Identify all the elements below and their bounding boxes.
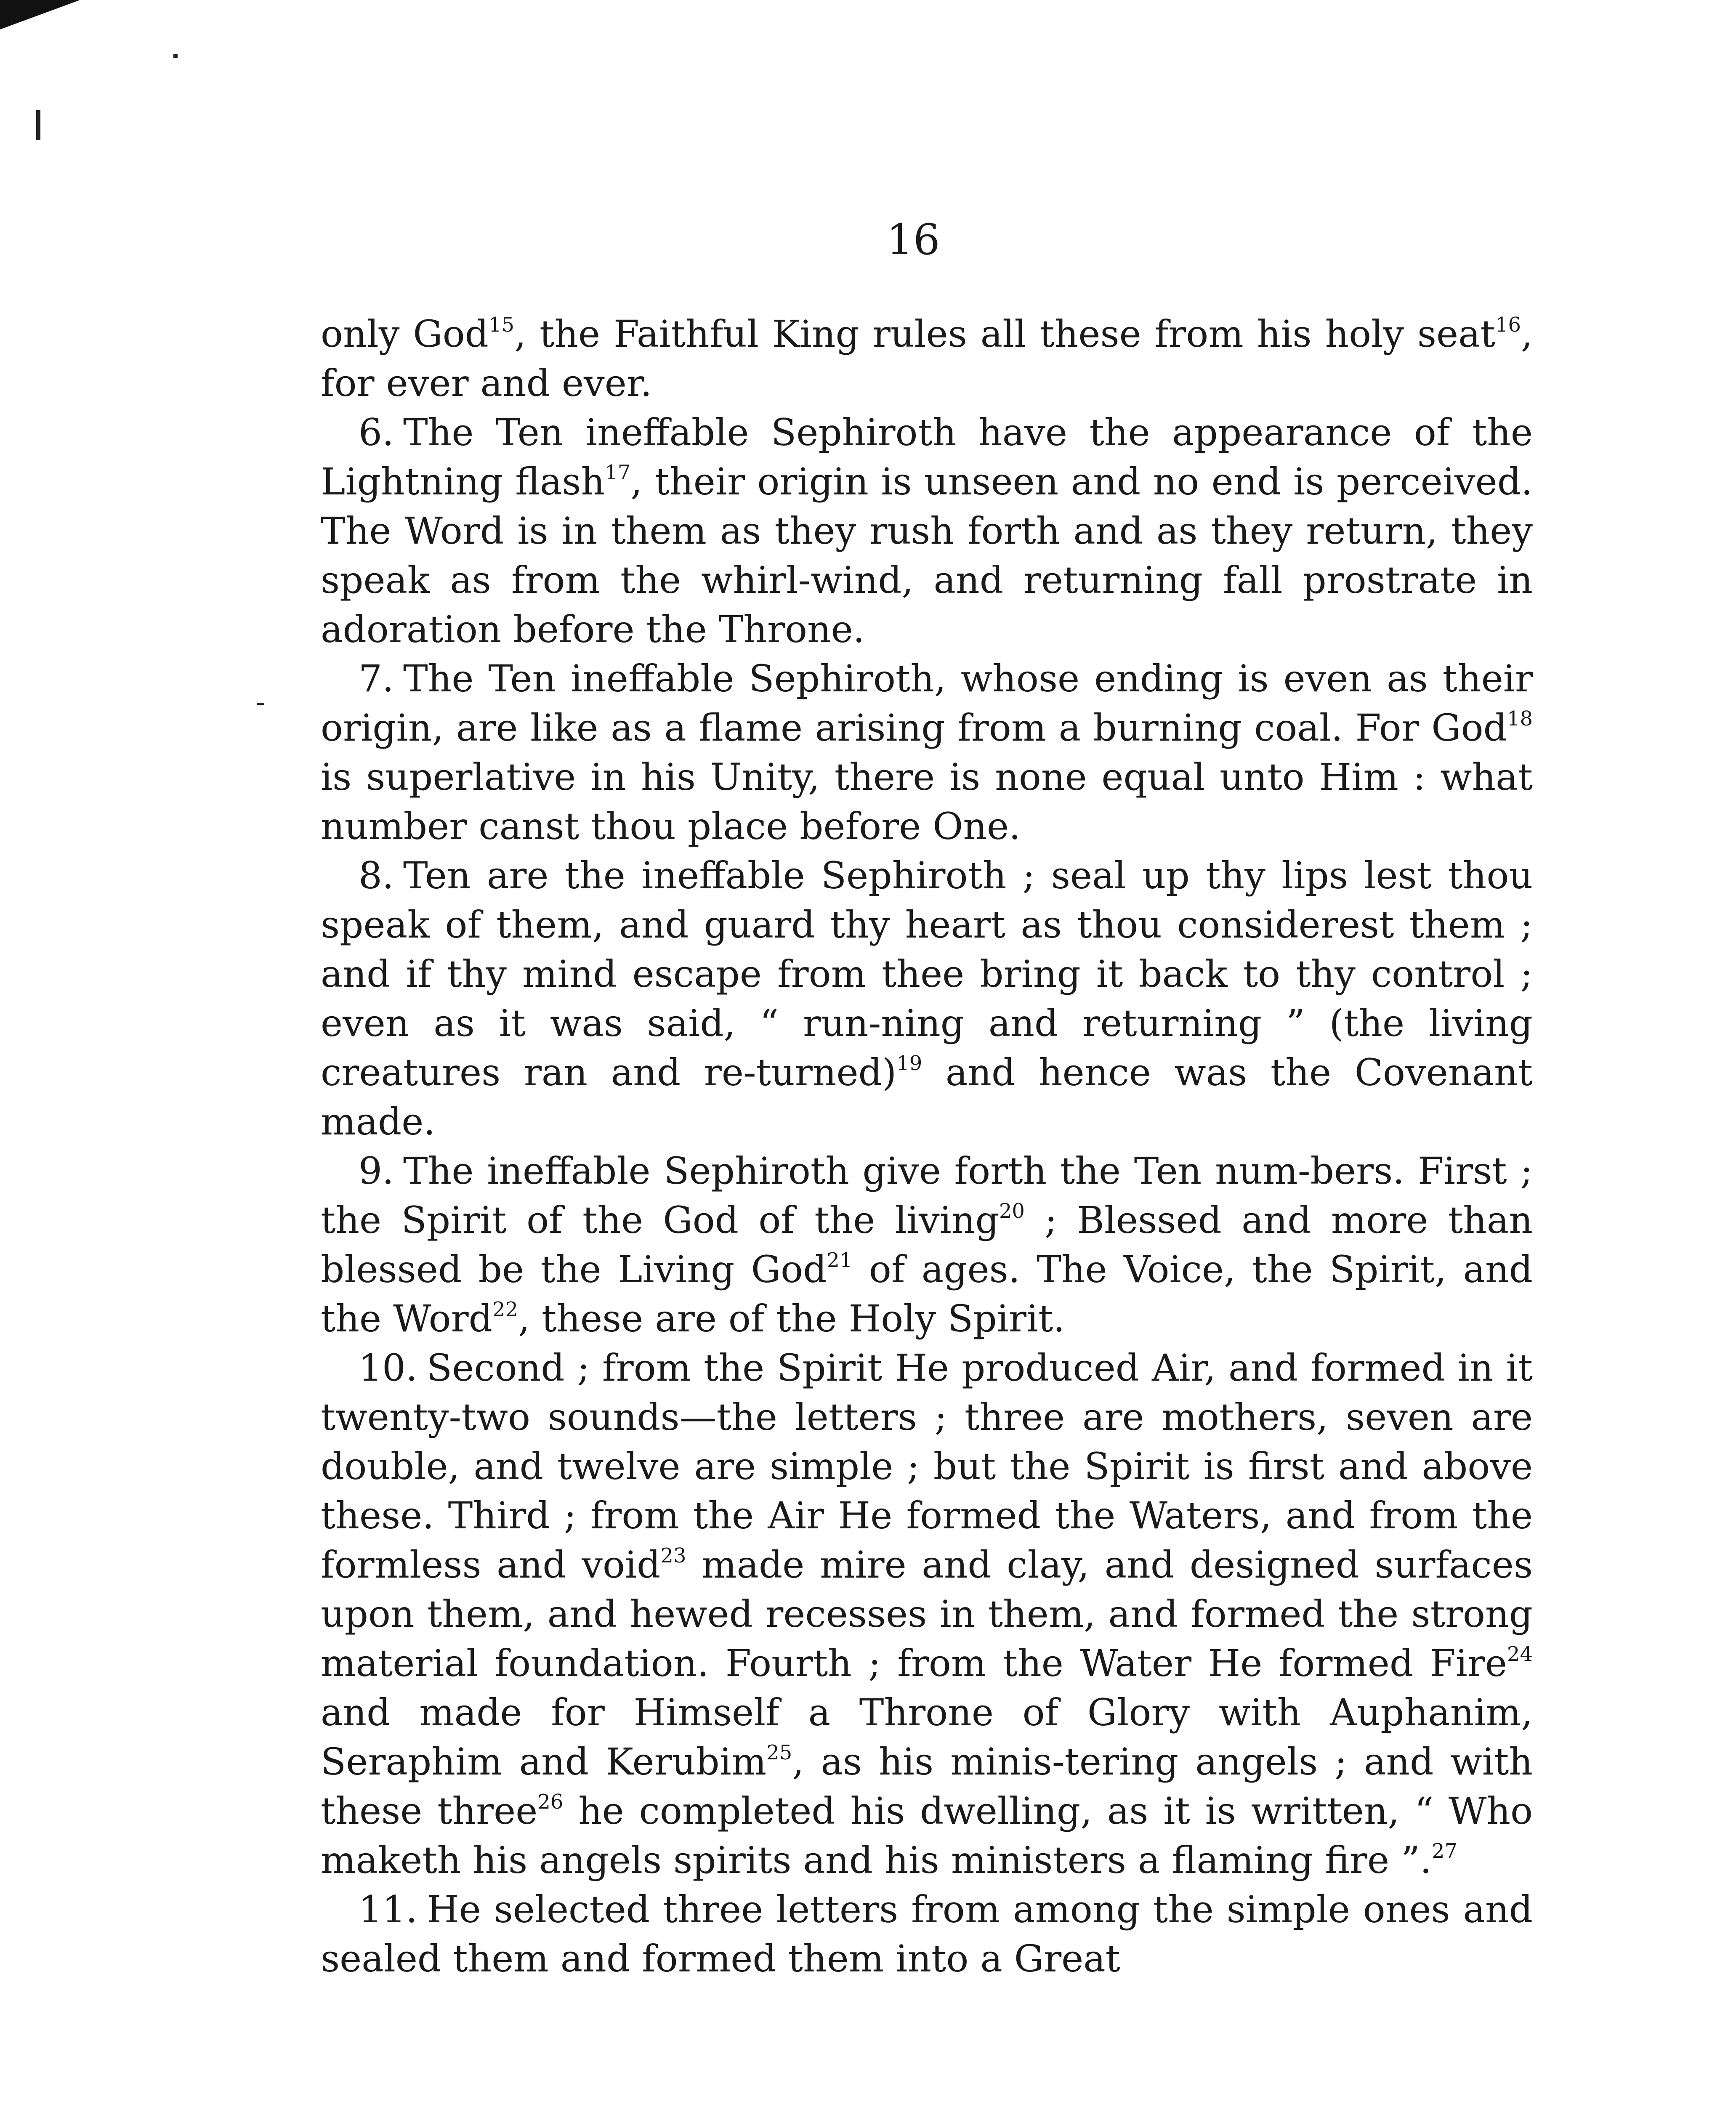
paragraph-text: of ages. The Voice, the Spirit, and the Word <box>321 1248 1533 1340</box>
paragraph-number: 9. <box>359 1149 394 1193</box>
footnote-reference: 22 <box>492 1298 518 1321</box>
footnote-reference: 26 <box>537 1790 564 1814</box>
paragraph <box>321 1146 1533 1343</box>
scan-speck <box>173 54 178 58</box>
paragraph-text: The Ten ineffable Sephiroth have the appearance of the Lightning flash <box>321 411 1533 503</box>
book-text <box>321 309 1533 1983</box>
paragraph-text: , as his minis-tering angels ; and with these three <box>321 1740 1533 1833</box>
paragraph <box>321 851 1533 1146</box>
footnote-reference: 24 <box>1507 1642 1533 1666</box>
footnote-reference: 18 <box>1507 707 1533 731</box>
scan-corner-mark-top-left <box>0 0 80 29</box>
scan-speck <box>257 703 264 705</box>
footnote-reference: 15 <box>489 313 515 337</box>
paragraph-number: 6. <box>359 411 394 454</box>
paragraph-text: , these are of the Holy Spirit. <box>518 1297 1065 1340</box>
footnote-reference: 20 <box>999 1199 1025 1223</box>
paragraph-text: , for ever and ever. <box>321 312 1533 405</box>
paragraph-text: Second ; from the Spirit He produced Air, and formed in it twenty-two sounds—the letters ; three are mothers, seven are double, and twelve are simple ; but the Spirit is first and above these. Third ; from the Air He formed the Waters, and from the formless and void <box>321 1346 1533 1586</box>
footnote-reference: 23 <box>660 1544 686 1567</box>
paragraph-text: , their origin is unseen and no end is perceived. The Word is in them as they rush forth and as they return, they speak as from the whirl-wind, and returning fall prostrate in adoration before the Throne. <box>321 460 1533 651</box>
paragraph-number: 11. <box>359 1888 417 1931</box>
paragraph-text: he completed his dwelling, as it is written, “ Who maketh his angels spirits and his ministers a flaming fire ”. <box>321 1789 1533 1882</box>
footnote-reference: 25 <box>766 1741 792 1764</box>
paragraph-number: 7. <box>359 657 394 700</box>
paragraph <box>321 654 1533 851</box>
footnote-reference: 19 <box>896 1052 922 1075</box>
paragraph-text: is superlative in his Unity, there is none equal unto Him : what number canst thou place before One. <box>321 755 1533 848</box>
paragraph <box>321 1343 1533 1885</box>
paragraph <box>321 309 1533 408</box>
paragraph-number: 8. <box>359 854 394 897</box>
page-number: 16 <box>886 215 940 264</box>
paragraph <box>321 1885 1533 1983</box>
paragraph-text: The ineffable Sephiroth give forth the Ten num-bers. First ; the Spirit of the God of the living <box>321 1149 1533 1242</box>
paragraph-text: ; Blessed and more than blessed be the Living God <box>321 1198 1533 1291</box>
footnote-reference: 17 <box>605 461 631 484</box>
paragraph-text: and hence was the Covenant made. <box>321 1051 1533 1143</box>
paragraph-text: made mire and clay, and designed surfaces upon them, and hewed recesses in them, and formed the strong material foundation. Fourth ; from the Water He formed Fire <box>321 1543 1533 1685</box>
paragraph <box>321 408 1533 654</box>
paragraph-text: The Ten ineffable Sephiroth, whose ending is even as their origin, are like as a flame arising from a burning coal. For God <box>321 657 1533 749</box>
paragraph-text: He selected three letters from among the simple ones and sealed them and formed them into a Great <box>321 1888 1533 1980</box>
paragraph-text: and made for Himself a Throne of Glory with Auphanim, Seraphim and Kerubim <box>321 1691 1533 1783</box>
footnote-reference: 27 <box>1432 1839 1458 1863</box>
paragraph-number: 10. <box>359 1346 417 1389</box>
footnote-reference: 16 <box>1495 313 1521 337</box>
paragraph-text: , the Faithful King rules all these from his holy seat <box>514 312 1495 356</box>
paragraph-text: only God <box>321 312 489 356</box>
paragraph-text: Ten are the ineffable Sephiroth ; seal up thy lips lest thou speak of them, and guard thy heart as thou considerest them ; and if thy mind escape from thee bring it back to thy control ; even as it was said, “ run-ning and returning ” (the living creatures ran and re-turned) <box>321 854 1533 1094</box>
scan-speck <box>36 110 40 140</box>
footnote-reference: 21 <box>827 1249 853 1272</box>
